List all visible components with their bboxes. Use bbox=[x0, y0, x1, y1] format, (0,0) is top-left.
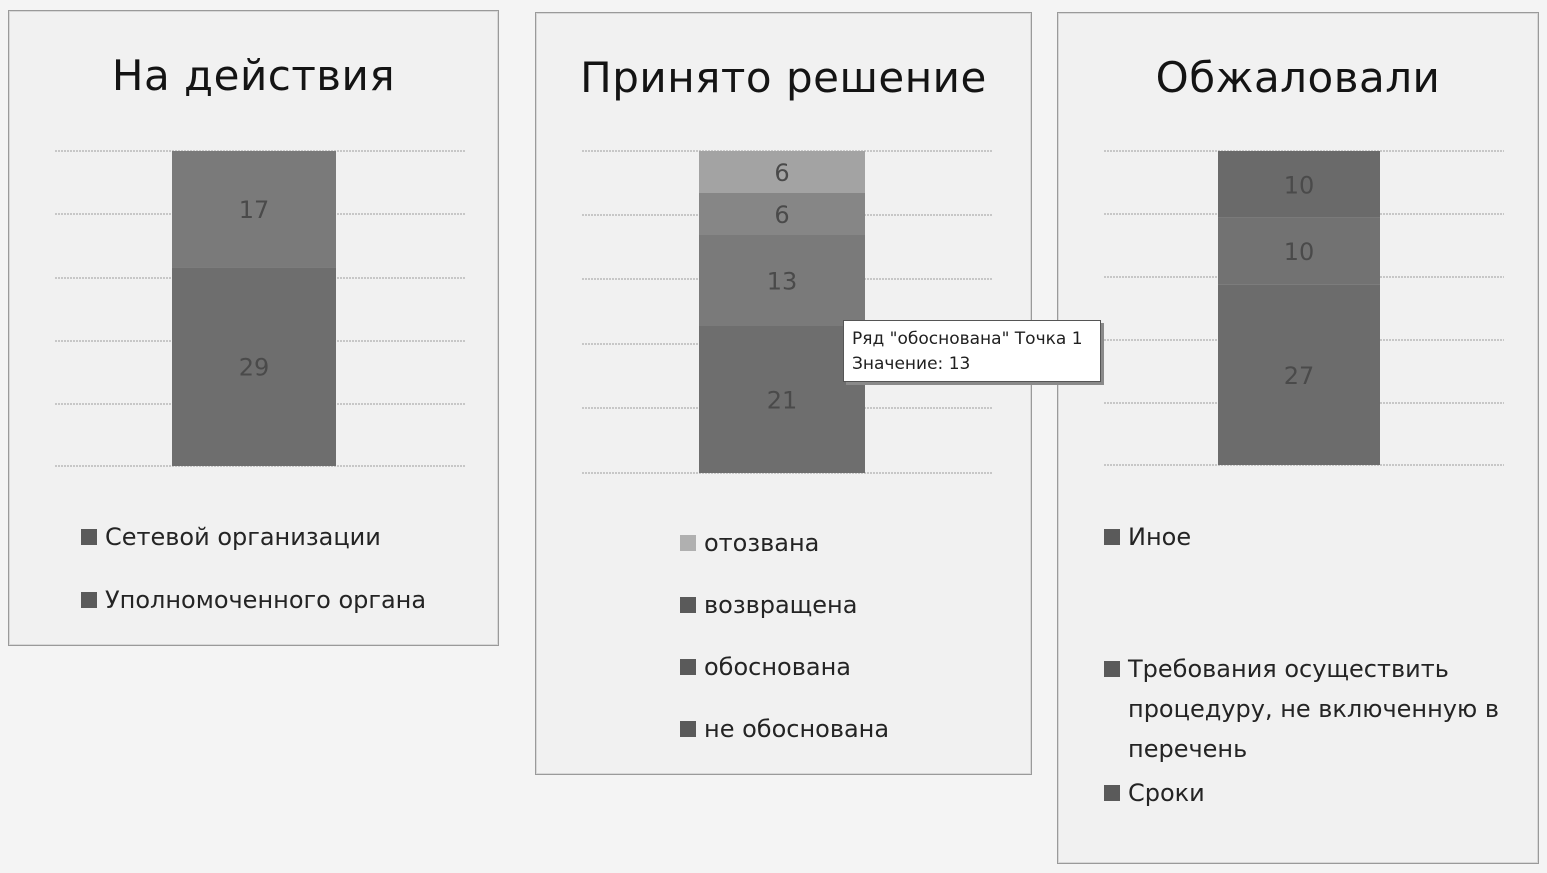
chart-panel-obzhalovali[interactable] bbox=[1057, 12, 1539, 864]
chart-title: Обжаловали bbox=[1155, 53, 1441, 102]
data-label: 10 bbox=[1283, 238, 1315, 267]
legend-item[interactable] bbox=[1104, 517, 1514, 557]
legend-swatch bbox=[1104, 529, 1120, 545]
legend-swatch bbox=[81, 592, 97, 608]
legend-label: не обоснована bbox=[704, 715, 890, 743]
legend-label: отозвана bbox=[704, 529, 820, 557]
data-label: 13 bbox=[766, 267, 798, 296]
legend-swatch bbox=[1104, 785, 1120, 801]
legend-swatch bbox=[680, 535, 696, 551]
legend-item[interactable] bbox=[81, 580, 426, 620]
data-label: 6 bbox=[774, 159, 790, 187]
legend-item[interactable] bbox=[680, 585, 889, 625]
chart-legend bbox=[680, 523, 889, 771]
chart-title: На действия bbox=[111, 51, 396, 100]
legend-item[interactable] bbox=[1104, 773, 1514, 813]
legend-label: Сетевой организации bbox=[105, 523, 381, 551]
chart-legend bbox=[1104, 517, 1514, 817]
legend-swatch bbox=[1104, 661, 1120, 677]
chart-panel-na-deystviya[interactable] bbox=[8, 10, 499, 646]
legend-swatch bbox=[680, 597, 696, 613]
legend-swatch bbox=[680, 659, 696, 675]
legend-swatch bbox=[81, 529, 97, 545]
legend-label: Требования осуществить процедуру, не включенную в перечень bbox=[1128, 655, 1499, 763]
data-label: 17 bbox=[238, 196, 270, 225]
legend-label: Иное bbox=[1128, 523, 1192, 551]
data-label: 6 bbox=[774, 201, 790, 229]
data-label: 21 bbox=[766, 386, 798, 415]
legend-label: возвращена bbox=[704, 591, 858, 619]
legend-label: Сроки bbox=[1128, 779, 1205, 807]
plot-area bbox=[572, 143, 992, 483]
legend-label: обоснована bbox=[704, 653, 851, 681]
legend-item[interactable] bbox=[680, 709, 889, 749]
chart-panel-prinyato-reshenie[interactable] bbox=[535, 12, 1032, 775]
plot-area bbox=[45, 141, 465, 481]
data-label: 29 bbox=[238, 353, 270, 382]
legend-swatch bbox=[680, 721, 696, 737]
data-label: 10 bbox=[1283, 171, 1315, 200]
legend-label: Уполномоченного органа bbox=[105, 586, 427, 614]
chart-title: Принято решение bbox=[580, 53, 987, 102]
chart-legend bbox=[81, 517, 426, 643]
tooltip-series-line: Ряд "обоснована" Точка 1 bbox=[852, 329, 1083, 349]
legend-item[interactable] bbox=[81, 517, 426, 557]
data-point-tooltip bbox=[843, 320, 1101, 382]
data-label: 27 bbox=[1283, 361, 1315, 390]
legend-item[interactable] bbox=[680, 647, 889, 687]
legend-item[interactable] bbox=[1104, 649, 1514, 769]
legend-item[interactable] bbox=[680, 523, 889, 563]
plot-area bbox=[1094, 143, 1514, 483]
tooltip-value-line: Значение: 13 bbox=[852, 354, 971, 374]
